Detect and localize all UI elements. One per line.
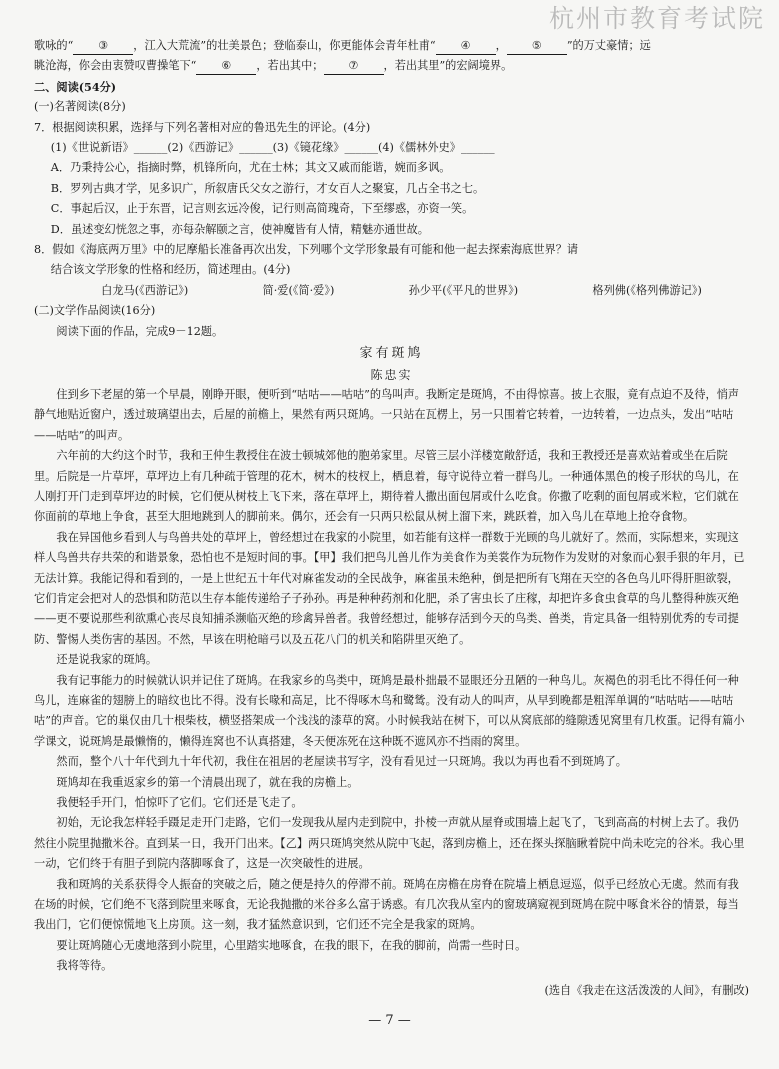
article-paragraph: 我在异国他乡看到人与鸟兽共处的草坪上，曾经想过在我家的小院里，如若能有这样一群数于光顾的鸟儿就好了。然而，实际想来，实现这样人鸟兽共存共荣的和谐景象，恐怕也不是短时间的事。【甲】我们把鸟儿兽儿作为美食作为美裳作为玩物作为发财的对象而心狠手狠的年月，已无法计算。我能记得和看到的，一是上世纪五十年代对麻雀发动的全民战争，麻雀虽未绝种，倒是把所有飞翔在天空的各色鸟儿吓得肝胆欲裂，它们肯定会把对人的恐惧和防范以生存本能传递给子子孙孙。再是种种药剂和化肥，杀了害虫长了庄稼，却把许多食虫食草的鸟儿整得种族灭绝——更不要说那些利欲熏心丧尽良知捕杀濒临灭绝的珍禽异兽者。我曾经想过，能够存活到今天的鸟类、兽类，肯定具备一组特别优秀的专司提防、警惕人类伤害的基因。不然，早该在明枪暗弓以及五花八门的机关和陷阱里灭绝了。 [34,530,745,646]
page-number: — 7 — [368,1012,411,1028]
article-paragraph: 还是说我家的斑鸠。 [56,653,158,667]
blank-6: ⑥ [196,58,256,75]
article-paragraph: 我便轻手开门，怕惊吓了它们。它们还是飞走了。 [56,796,303,810]
blank-4: ④ [436,38,496,55]
article-title: 家有斑鸠 [359,346,424,362]
question-8-stem-cont: 结合该文学形象的性格和经历，简述理由。(4分) [50,263,291,277]
question-7-stem: 7．根据阅读积累，选择与下列名著相对应的鲁迅先生的评论。(4分) [34,120,371,134]
question-7-option-d: D．虽述变幻恍忽之事，亦每杂解颐之言，使神魔皆有人情，精魅亦通世故。 [50,222,429,236]
article-source: (选自《我走在这活泼泼的人间》，有删改) [544,983,749,997]
choice-jane-eyre: 简·爱(《简·爱》) [262,283,335,297]
article-paragraph: 我和斑鸠的关系获得令人振奋的突破之后，随之便是持久的停滞不前。斑鸠在房檐在房脊在院墙上栖息逗巡，似乎已经放心无虞。然而有我在场的时候，它们绝不飞落到院里来啄食，无论我抛撒的米谷多么富于诱惑。有几次我从室内的窗玻璃窥视到斑鸠在院中啄食米谷的情景，每当我出门，它们便惊慌地飞上房顶。这一刻，我才猛然意识到，它们还不完全是我家的斑鸠。 [34,877,739,932]
intro-line-1: 歌咏的“ ③ ，江入大荒流”的壮美景色；登临泰山，你更能体会青年杜甫“ ④ ， ⑤ ”的万丈豪情；远 [34,36,749,56]
article-paragraph: 初始，无论我怎样轻手蹑足走开门走路，它们一发现我从屋内走到院中，扑棱一声就从屋脊或围墙上起飞了，飞到高高的村树上去了。我仍然往小院里抛撒米谷。直到某一日，我开门出来。【乙】两只斑鸠突然从院中飞起，落到房檐上，还在探头探脑瞅着院中尚未吃完的谷米。我心里一动，它们终于有胆子到院内落脚啄食了，这是一次突破性的进展。 [34,816,745,871]
blank-5: ⑤ [507,38,567,55]
article-paragraph: 斑鸠却在我重返家乡的第一个清晨出现了，就在我的房檐上。 [56,775,359,789]
watermark: 杭州市教育考试院 [548,4,765,33]
question-8-choices [34,281,749,301]
article-paragraph: 我有记事能力的时候就认识并记住了斑鸠。在我家乡的鸟类中，斑鸠是最朴拙最不显眼还分丑陋的一种鸟儿。灰褐色的羽毛比不得任何一种鸟儿，连麻雀的翅膀上的暗纹也比不得。没有长喙和高足，比不得啄木鸟和鹭鸶。没有动人的叫声，从早到晚都是粗浑单调的“咕咕咕——咕咕咕”的声音。它的巢仅由几十根柴枝，横竖搭架成一个浅浅的漆草的窝。小时候我站在树下，可以从窝底部的缝隙透见窝里有几枚蛋。记得有篇小学课文，说斑鸠是最懒惰的，懒得连窝也不认真搭建，冬天便冻死在这种既不遮风亦不挡雨的窝里。 [34,673,745,748]
choice-gulliver: 格列佛(《格列佛游记》) [592,283,702,297]
question-7-option-c: C．事起后汉，止于东晋，记言则玄远冷俊，记行则高简瑰奇，下至缪惑，亦资一笑。 [50,202,474,216]
article-paragraph: 住到乡下老屋的第一个早晨，刚睁开眼，便听到“咕咕——咕咕”的鸟叫声。我断定是斑鸠，不由得惊喜。披上衣服，竟有点迫不及待，悄声静气地贴近窗户，透过玻璃望出去，后屋的前檐上，果然有两只斑鸠。一只站在瓦楞上，另一只围着它转着，一边转着，一边点头，发出“咕咕——咕咕”的叫声。 [34,387,740,442]
question-7-option-b: B．罗列古典才学，见多识广，所叙唐氏父女之游行，才女百人之聚宴，几占全书之七。 [50,181,485,195]
subsection-literature-heading: (二)文学作品阅读(16分) [34,304,156,318]
article-paragraph: 要让斑鸠随心无虞地落到小院里，心里踏实地啄食，在我的眼下，在我的脚前，尚需一些时日。 [56,938,527,952]
article-paragraph: 六年前的大约这个时节，我和王仲生教授住在波士顿城郊他的胞弟家里。尽管三层小洋楼宽敞舒适，我和王教授还是喜欢站着或坐在后院里。后院是一片草坪，草坪边上有几种疏于管理的花木，树木的枝杈上，栖息着，每守说待立着一群鸟儿。一种通体黑色的梭子形状的鸟儿，在人刚打开门走到草坪边的时候，它们便从树枝上飞下来，落在草坪上，期待着人撒出面包屑或什么吃食。你撒了吃剩的面包屑或米粒，它们就在你面前的草地上争食，甚至大胆地跳到人的脚前来。偶尔，还会有一只两只松鼠从树上溜下来，跳跃着，加入鸟儿在草地上抢夺食物。 [34,449,739,524]
question-7-blanks: (1)《世说新语》______(2)《西游记》______(3)《镜花缘》______(4)《儒林外史》______ [50,141,495,155]
question-7-option-a: A．乃秉持公心，指摘时弊，机锋所向，尤在士林；其文又戚而能谐，婉而多讽。 [50,161,451,175]
question-8-stem: 8．假如《海底两万里》中的尼摩船长准备再次出发，下列哪个文学形象最有可能和他一起去探索海底世界？请 [34,243,579,257]
subsection-classics-heading: (一)名著阅读(8分) [34,100,126,114]
section-reading-heading: 二、阅读(54分) [34,79,117,94]
article-author: 陈忠实 [370,367,413,382]
article-paragraph: 我将等待。 [56,959,113,973]
choice-sun-shaoping: 孙少平(《平凡的世界》) [408,283,519,297]
choice-white-dragon-horse: 白龙马(《西游记》) [101,283,189,297]
blank-3: ③ [73,38,133,55]
blank-7: ⑦ [324,58,384,75]
intro-line-2: 眺沧海，你会由衷赞叹曹操笔下“ ⑥ ，若出其中； ⑦ ，若出其里”的宏阔境界。 [34,56,749,76]
reading-instruction: 阅读下面的作品，完成9－12题。 [56,324,224,338]
article-paragraph: 然而，整个八十年代到九十年代初，我住在祖居的老屋读书写字，没有看见过一只斑鸠。我以为再也看不到斑鸠了。 [56,755,627,769]
